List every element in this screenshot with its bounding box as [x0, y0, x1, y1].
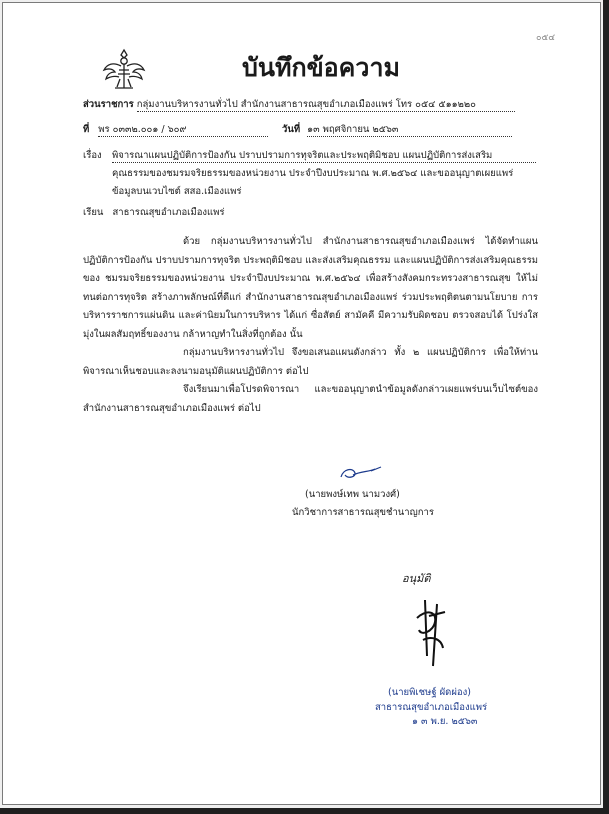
to-label: เรียน	[83, 207, 104, 218]
paragraph-3: จึงเรียนมาเพื่อโปรดพิจารณา และขออนุญาตนำข้อมูลดังกล่าวเผยแพร่บนเว็บไซต์ของสำนักงานสาธารณสุขอำเภอเมืองแพร่ ต่อไป	[83, 384, 538, 414]
ref-line	[83, 124, 268, 137]
to-value: สาธารณสุขอำเภอเมืองแพร่	[112, 207, 225, 218]
paragraph-2: กลุ่มงานบริหารงานทั่วไป จึงขอเสนอแผนดังกล่าว ทั้ง ๒ แผนปฏิบัติการ เพื่อให้ท่านพิจารณาเห็นชอบและลงนามอนุมัติแผนปฏิบัติการ ต่อไป	[83, 347, 538, 377]
org-label: ส่วนราชการ	[83, 99, 134, 110]
subject-line-1: พิจารณาแผนปฏิบัติการป้องกัน ปราบปรามการทุจริตและประพฤติมิชอบ แผนปฏิบัติการส่งเสริม	[112, 150, 536, 163]
org-value: กลุ่มงานบริหารงานทั่วไป สำนักงานสาธารณสุขอำเภอเมืองแพร่ โทร ๐๕๔ ๕๑๑๒๒๐	[137, 99, 515, 112]
signature-1-icon	[335, 463, 395, 483]
approval-note: อนุมัติ	[402, 572, 431, 585]
memo-title: บันทึกข้อความ	[242, 53, 400, 82]
signature-2-icon	[385, 596, 465, 671]
signer-2-position: สาธารณสุขอำเภอเมืองแพร่	[375, 702, 488, 713]
garuda-emblem-icon	[101, 46, 147, 92]
subject-label: เรื่อง	[83, 150, 102, 161]
page-mark: ๐๕๔	[536, 33, 556, 43]
signer-2-name: (นายพิเชษฐ์ ผัดผ่อง)	[388, 687, 471, 698]
ref-label: ที่	[83, 124, 90, 135]
ref-value: พร ๐๓๓๒.๐๐๑ / ๖๐๙	[98, 124, 268, 137]
scan-edge-bottom	[0, 808, 609, 814]
to-line	[83, 207, 225, 218]
date-label: วันที่	[282, 124, 301, 135]
signer-1-position: นักวิชาการสาธารณสุขชำนาญการ	[292, 507, 434, 518]
subject-line-2: คุณธรรมของชมรมจริยธรรมของหน่วยงาน ประจำปีงบประมาณ พ.ศ.๒๕๖๔ และขออนุญาตเผยแพร่	[112, 168, 514, 179]
paragraph-1: ด้วย กลุ่มงานบริหารงานทั่วไป สำนักงานสาธารณสุขอำเภอเมืองแพร่ ได้จัดทำแผนปฏิบัติการป้องกัน ปราบปรามการทุจริต ประพฤติมิชอบ และส่งเสริมคุณธรรม และแผนปฏิบัติการส่งเสริมคุณธรรมของ ชมรมจริยธรรมของหน่วยงาน ประจำปีงบประมาณ พ.ศ.๒๕๖๔ เพื่อสร้างสังคมกระทรวงสาธารณสุข ให้ไม่ทนต่อการทุจริต สร้างภาพลักษณ์ที่ดีแก่ สำนักงานสาธารณสุขอำเภอเมืองแพร่ ร่วมประพฤติตนตามนโยบาย การบริหารราชการแผ่นดิน และค่านิยมในการบริหาร ได้แก่ ซื่อสัตย์ สามัคคี มีความรับผิดชอบ ตรวจสอบได้ โปร่งใส มุ่งในผลสัมฤทธิ์ของงาน กล้าหาญทำในสิ่งที่ถูกต้อง นั้น	[83, 236, 538, 340]
org-line	[83, 99, 515, 112]
subject-line-3: ข้อมูลบนเวบไซต์ สสอ.เมืองแพร่	[112, 186, 242, 197]
signer-1-name: (นายพงษ์เทพ นามวงศ์)	[305, 489, 400, 500]
signer-2-date: ๑ ๓ พ.ย. ๒๕๖๓	[412, 716, 478, 727]
scan-edge-right	[603, 0, 609, 814]
date-line	[282, 124, 512, 137]
date-value: ๑๓ พฤศจิกายน ๒๕๖๓	[307, 124, 512, 137]
